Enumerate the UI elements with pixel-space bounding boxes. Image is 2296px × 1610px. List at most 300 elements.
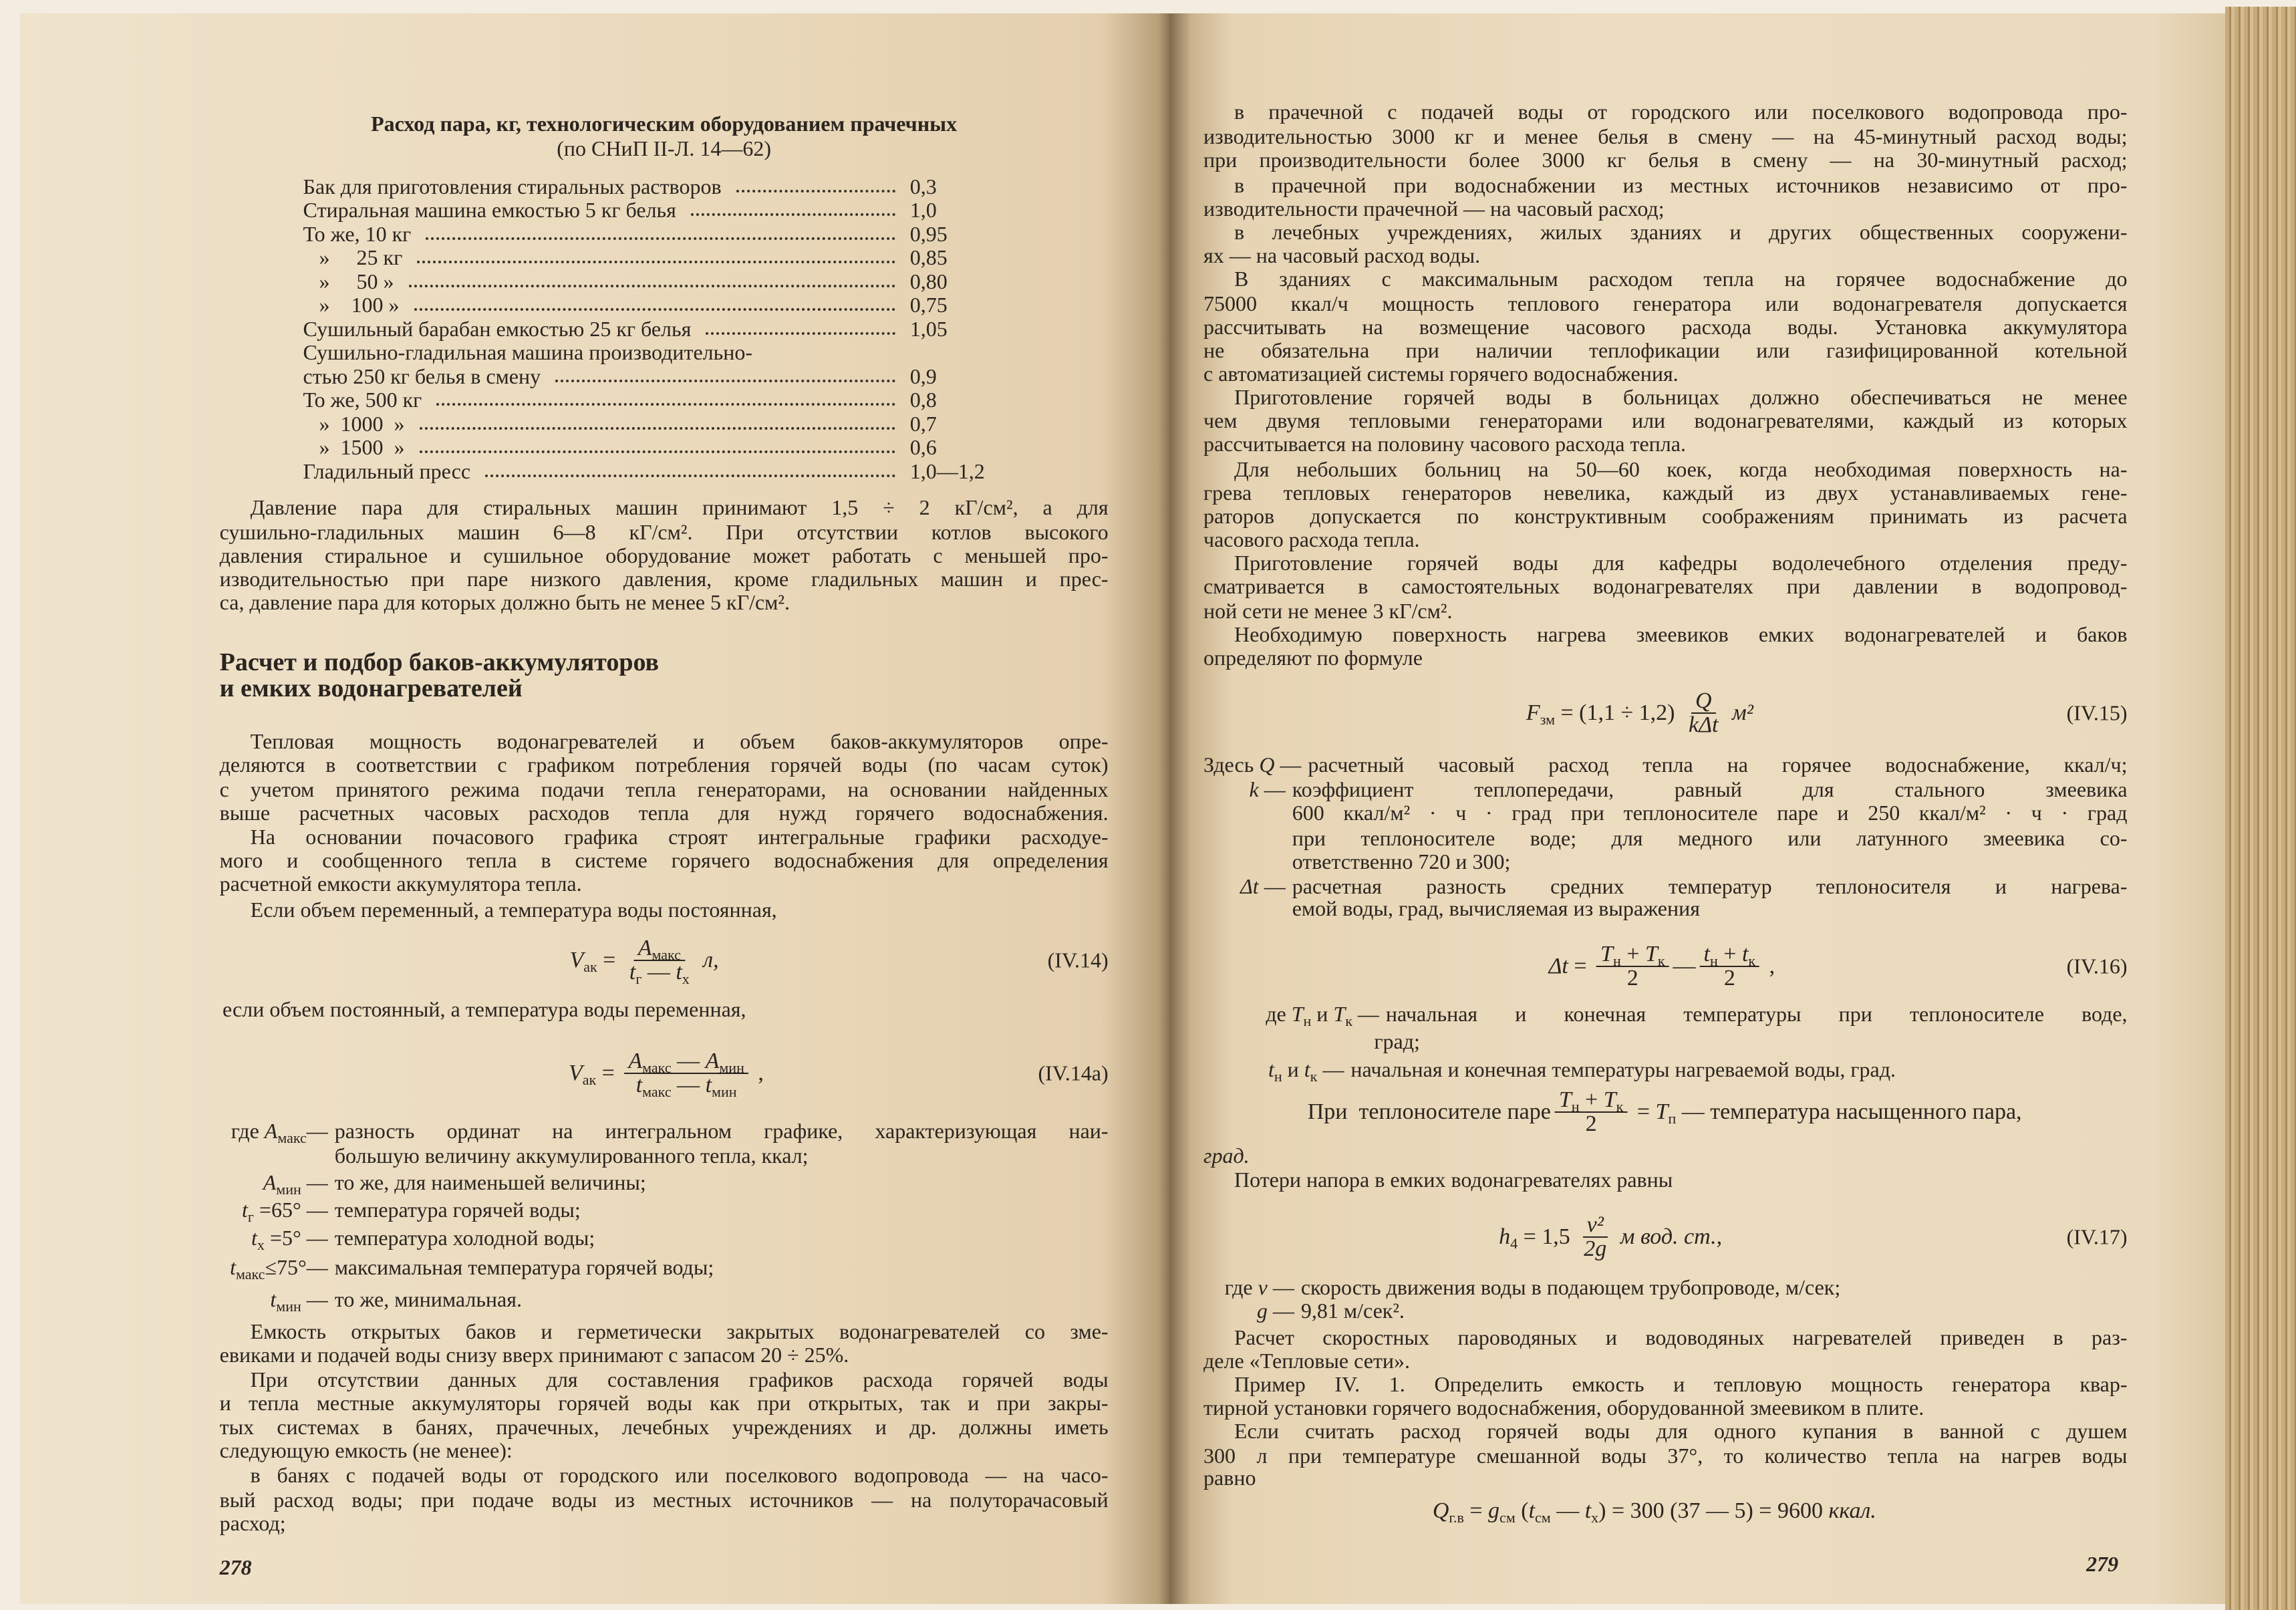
math-text: 2 <box>1723 966 1735 991</box>
math-text: Q <box>1432 1498 1449 1524</box>
math-symbol <box>752 1062 764 1085</box>
math-subscript: н <box>1303 1012 1312 1029</box>
definition-line <box>1203 1001 2128 1029</box>
math-subscript: х <box>682 970 690 988</box>
dot-leader <box>420 450 895 453</box>
table-value: 0,85 <box>909 245 948 270</box>
math-symbol <box>1268 1057 1282 1085</box>
math-symbol <box>1600 942 1621 970</box>
math-text: — <box>1550 1498 1585 1524</box>
table-label: » 25 кг <box>303 245 403 270</box>
text-line: мого и сообщенного тепла в системе горячего водоснабжения для определения <box>219 847 1109 872</box>
formula-iv-15-number: (IV.15) <box>2066 700 2128 725</box>
formula-iv-15 <box>1526 690 1753 736</box>
math-text: = <box>1568 954 1593 979</box>
math-subscript: 4 <box>1510 1235 1518 1252</box>
table-value: 0,80 <box>909 269 948 293</box>
math-text: A <box>263 1170 277 1194</box>
math-text: , <box>1763 954 1775 979</box>
definition-text: 600 ккал/м² · ч · град при теплоносителе паре и 250 ккал/м² · ч · град <box>1292 801 2128 825</box>
math-symbol <box>597 949 621 972</box>
fraction <box>1685 690 1723 736</box>
text-line: деле «Тепловые сети». <box>1203 1348 1410 1373</box>
math-text: = (1,1 ÷ 1,2) <box>1555 700 1681 726</box>
page-number: 278 <box>219 1555 252 1579</box>
definition-symbol <box>187 1287 334 1315</box>
math-text: ) = 300 (37 — 5) = 9600 <box>1598 1498 1829 1524</box>
text-line: рассчитывается на половину часового расхода тепла. <box>1203 432 1686 456</box>
text-line: Емкость открытых баков и герметически закрытых водонагревателей со зме- <box>250 1319 1109 1344</box>
math-text: При теплоносителе паре <box>1307 1099 1551 1125</box>
table-row <box>303 245 1010 269</box>
text-line: давления стиральное и сушильное оборудование может работать с меньшей про- <box>219 543 1109 567</box>
text-line: тых системах в банях, прачечных, лечебных учреждениях и др. должны иметь <box>219 1414 1109 1439</box>
math-text: t <box>251 1225 257 1250</box>
text-line: са, давление пара для которых должно быть не менее 5 кГ/см². <box>219 589 791 614</box>
fraction-denominator <box>1720 967 1739 990</box>
table-row <box>303 364 1010 388</box>
math-symbol <box>1240 874 1259 898</box>
text-line: грева тепловых генераторов невелика, каждый из двух устанавливаемых гене- <box>1203 480 2128 505</box>
math-symbol <box>1308 1101 1551 1123</box>
math-subscript: ак <box>583 958 597 976</box>
math-text: — <box>1673 954 1696 979</box>
definition-line <box>187 1254 1108 1283</box>
math-text: — <box>306 1118 328 1143</box>
text-line: На основании почасового графика строят интегральные графики расходуе- <box>250 824 1109 849</box>
definition-text: то же, минимальная. <box>334 1287 522 1311</box>
math-symbol <box>1203 753 1259 777</box>
math-subscript: г.в <box>1449 1509 1464 1526</box>
math-symbol <box>265 1255 327 1279</box>
math-symbol <box>1259 753 1274 777</box>
page-edges <box>2225 7 2296 1610</box>
table-value: 0,8 <box>909 388 937 412</box>
text-line: Приготовление горячей воды в больницах должно обеспечиваться не менее <box>1234 385 2128 410</box>
math-symbol <box>1548 955 1568 978</box>
fraction-numerator <box>1691 690 1716 714</box>
math-text: A <box>637 936 652 961</box>
definition-text: то же, для наименьшей величины; <box>334 1170 646 1194</box>
table-row <box>303 459 1010 483</box>
formula-iv-14 <box>569 936 719 988</box>
math-text: T <box>1600 942 1613 967</box>
math-text: — <box>1317 1057 1344 1081</box>
text-line: 75000 ккал/ч мощность теплового генератора или водонагревателя допускается <box>1203 291 2128 315</box>
math-symbol <box>1268 1275 1294 1299</box>
text-line: с учетом принятого режима подачи тепла генераторами, на основании найденных <box>219 777 1109 802</box>
math-subscript: к <box>1310 1067 1318 1085</box>
table-label: » 50 » <box>303 269 394 293</box>
definition-line <box>187 1144 1108 1168</box>
text-line: Тепловая мощность водонагревателей и объем баков-аккумуляторов опре- <box>250 729 1109 754</box>
table-row <box>303 435 1010 459</box>
definition-text: максимальная температура горячей воды; <box>334 1254 714 1279</box>
math-symbol <box>641 960 676 984</box>
text-line: с автоматизацией системы горячего водоснабжения. <box>1203 362 1679 386</box>
text-line: при производительности более 3000 кг белья в смену — на 30-минутный расход; <box>1203 148 2128 172</box>
math-text: V <box>569 948 584 973</box>
dot-leader <box>414 308 895 311</box>
fraction-numerator <box>634 936 685 964</box>
math-symbol <box>251 1225 265 1253</box>
math-text: v² <box>1586 1212 1604 1238</box>
formula-iv-14a-number: (IV.14a) <box>1038 1061 1109 1085</box>
definition-symbol <box>187 1118 334 1146</box>
math-text: t <box>270 1287 277 1311</box>
math-subscript: х <box>1591 1509 1599 1526</box>
math-symbol <box>1333 1001 1352 1029</box>
math-symbol <box>1695 688 1712 713</box>
math-symbol <box>1741 942 1756 970</box>
math-symbol <box>629 960 642 988</box>
text-line: Если считать расход горячей воды для одного купания в ванной с душем <box>1234 1419 2128 1444</box>
math-text: де <box>1266 1001 1292 1026</box>
definition-line <box>1203 801 2128 825</box>
math-symbol <box>1528 1498 1551 1526</box>
table-row <box>303 174 1010 198</box>
math-text: — <box>671 1073 706 1097</box>
definition-line <box>1203 1275 2128 1299</box>
math-subscript: н <box>1274 1067 1282 1085</box>
section-heading: и емких водонагревателей <box>219 674 523 703</box>
math-text: F <box>1526 700 1540 726</box>
math-symbol <box>1586 1111 1597 1136</box>
text-line: выше расчетных часовых расходов тепла для нужд горячего водоснабжения. <box>219 801 1109 825</box>
math-text: =65° — <box>253 1198 328 1222</box>
fraction <box>1555 1089 1628 1135</box>
text-line: 300 л при температуре смешанной воды 37°, то количество тепла на нагрев воды <box>1203 1444 2128 1468</box>
fraction-numerator <box>1700 942 1760 970</box>
definition-symbol <box>1203 826 1292 850</box>
math-subscript: г <box>635 970 642 988</box>
math-symbol <box>1432 1498 1464 1526</box>
math-symbol <box>1718 942 1742 966</box>
text-line: При отсутствии данных для составления графиков расхода горячей воды <box>250 1367 1109 1392</box>
formula-hot-water-heat <box>1432 1498 1876 1526</box>
math-text: 2g <box>1584 1236 1607 1262</box>
text-line: Приготовление горячей воды для кафедры водолечебного отделения преду- <box>1234 550 2128 575</box>
math-text: + <box>1579 1087 1604 1113</box>
page-number: 279 <box>2086 1552 2119 1577</box>
math-subscript: г <box>247 1208 254 1226</box>
math-symbol <box>596 1062 620 1085</box>
math-text: T <box>1644 942 1658 967</box>
definition-text: температура горячей воды; <box>334 1198 581 1222</box>
math-subscript: п <box>1668 1110 1677 1127</box>
steam-temperature-line <box>1308 1089 2022 1135</box>
text-line: ях — на часовый расход воды. <box>1203 243 1481 267</box>
math-symbol <box>1499 1224 1518 1252</box>
math-text: A <box>705 1049 720 1073</box>
math-symbol <box>1726 702 1753 724</box>
text-line: деляются в соответствии с графиком потребления горячей воды (по часам суток) <box>219 753 1109 777</box>
table-value: 0,3 <box>909 174 937 198</box>
math-subscript: макс <box>652 946 681 964</box>
math-symbol <box>301 1287 328 1311</box>
math-text: t <box>676 960 682 985</box>
definition-symbol <box>1203 896 1292 920</box>
math-symbol <box>1689 712 1719 737</box>
fraction-denominator <box>632 1073 741 1100</box>
math-text: T <box>1333 1001 1346 1026</box>
fraction-denominator <box>1623 967 1642 990</box>
math-symbol <box>1587 1212 1604 1237</box>
text-line: равно <box>1203 1466 1256 1490</box>
text-line: следующую емкость (не менее): <box>219 1438 513 1462</box>
math-subscript: н <box>1710 952 1718 970</box>
definition-text: большую величину аккумулированного тепла, ккал; <box>334 1144 809 1168</box>
fraction-denominator <box>625 960 694 988</box>
math-text: — <box>1274 753 1302 777</box>
dot-leader <box>736 190 895 192</box>
text-line: сушильно-гладильных машин 6—8 кГ/см². При отсутствии котлов высокого <box>219 519 1109 544</box>
math-symbol <box>230 1254 265 1283</box>
math-text: — <box>1258 777 1286 802</box>
math-subscript: к <box>1748 952 1756 970</box>
math-symbol <box>1464 1500 1488 1522</box>
table-row <box>303 222 1010 246</box>
math-text: + <box>1620 942 1645 967</box>
math-symbol <box>628 1049 672 1076</box>
math-text: — <box>671 1049 706 1073</box>
text-line: рассчитывать на возмещение часового расхода воды. Установка аккумулятора <box>1203 315 2128 340</box>
definition-text: скорость движения воды в подающем трубопроводе, м/сек; <box>1300 1275 1841 1300</box>
dot-leader <box>555 380 895 382</box>
math-text: t <box>1703 942 1710 967</box>
fraction <box>1580 1214 1610 1260</box>
math-symbol <box>568 1061 597 1088</box>
table-row <box>303 198 1010 222</box>
text-line: Потери напора в емких водонагревателях равны <box>1234 1168 1673 1192</box>
table-label: Гладильный пресс <box>303 458 471 483</box>
math-text: и <box>1311 1001 1334 1026</box>
math-subscript: к <box>1657 952 1665 970</box>
math-subscript: н <box>1571 1098 1580 1115</box>
text-line: Пример IV. 1. Определить емкость и тепловую мощность генератора квар- <box>1234 1371 2128 1396</box>
math-symbol <box>672 1049 706 1073</box>
math-text: t <box>635 1073 643 1097</box>
math-subscript: х <box>257 1236 265 1253</box>
math-text: ≤75°— <box>265 1254 328 1279</box>
math-text: t <box>1304 1057 1310 1081</box>
math-text: t <box>230 1254 236 1279</box>
definition-line <box>187 1170 1108 1198</box>
fraction-numerator <box>624 1050 748 1074</box>
math-text: , <box>752 1061 764 1085</box>
definition-text: ответственно 720 и 300; <box>1292 849 1511 874</box>
math-text: + <box>1717 942 1742 967</box>
math-symbol <box>1488 1498 1516 1526</box>
section-heading: Расчет и подбор баков-аккумуляторов <box>219 648 660 676</box>
math-text: g <box>1256 1299 1268 1323</box>
text-line: в прачечной при водоснабжении из местных источников независимо от про- <box>1234 172 2128 197</box>
math-text: T <box>1291 1001 1304 1026</box>
math-subscript: макс <box>642 1083 672 1100</box>
math-symbol <box>1526 700 1556 728</box>
math-subscript: н <box>1612 952 1621 970</box>
math-text: t <box>1528 1498 1536 1524</box>
math-text: t <box>1268 1057 1274 1081</box>
dot-leader <box>420 427 895 430</box>
math-symbol <box>635 1073 672 1100</box>
text-line: Для небольших больниц на 50—60 коек, когда необходимая поверхность на- <box>1234 456 2128 481</box>
text-line: часового расхода тепла. <box>1203 527 1420 551</box>
math-symbol <box>1291 1001 1312 1029</box>
definition-text: расчетная разность средних температур теплоносителя и нагрева- <box>1292 874 2128 899</box>
math-symbol <box>1627 966 1638 990</box>
math-symbol <box>307 1119 328 1143</box>
math-symbol <box>231 1119 265 1143</box>
math-symbol <box>676 960 690 988</box>
definition-symbol <box>1203 753 1308 777</box>
math-symbol <box>1580 1087 1604 1112</box>
formula-iv-17-number: (IV.17) <box>2066 1224 2128 1249</box>
definition-line <box>1203 1057 2128 1085</box>
math-text: =5° — <box>264 1225 328 1250</box>
text-line: тирной установки горячего водоснабжения, оборудованной змеевиком в плите. <box>1203 1395 1924 1420</box>
fraction-numerator <box>1583 1214 1608 1238</box>
table-label: » 1500 » <box>303 435 405 460</box>
text-line: ной сети не менее 3 кГ/см². <box>1203 599 1453 624</box>
math-symbol <box>1259 874 1286 898</box>
table-label: » 100 » <box>303 293 400 317</box>
math-symbol <box>1828 1500 1876 1522</box>
math-symbol <box>270 1287 301 1315</box>
definition-text: начальная и конечная температуры при теплоносителе воде, <box>1385 1001 2128 1026</box>
math-text: t <box>705 1073 712 1097</box>
math-symbol <box>1266 1002 1291 1026</box>
math-symbol <box>1603 1087 1624 1115</box>
math-text: A <box>628 1049 643 1073</box>
table-label: Сушильно-гладильная машина производительно- <box>303 340 752 365</box>
math-subscript: ак <box>582 1071 597 1088</box>
math-text: = <box>1631 1099 1656 1125</box>
math-text: 2 <box>1626 966 1638 991</box>
math-text: ( <box>1515 1498 1529 1524</box>
math-text: t <box>242 1198 248 1222</box>
fraction-denominator <box>1685 714 1723 736</box>
text-line: чем двумя тепловыми генераторами или водонагревателями, каждый из которых <box>1203 408 2128 433</box>
text-line: не обязательна при наличии теплофикации или газифицированной котельной <box>1203 338 2128 363</box>
table-title: Расход пара, кг, технологическим оборудованием прачечных <box>371 111 958 136</box>
text-line: вый расход воды; при подаче воды из местных источников — на полуторачасовый <box>219 1488 1109 1512</box>
math-text: Здесь <box>1203 753 1260 777</box>
math-symbol <box>1598 1500 1828 1522</box>
math-symbol <box>1644 942 1665 970</box>
text-line: Расчет скоростных пароводяных и водоводяных нагревателей приведен в раз- <box>1234 1325 2128 1349</box>
text-line: определяют по формуле <box>1203 646 1423 670</box>
math-subscript: к <box>1616 1098 1624 1115</box>
table-label: То же, 500 кг <box>303 388 422 412</box>
math-subscript: к <box>1345 1012 1352 1029</box>
table-value: 1,0 <box>909 198 937 223</box>
text-line: и тепла местные аккумуляторы горячей воды как при открытых, так и при закры- <box>219 1391 1109 1416</box>
definition-line <box>1203 849 2128 874</box>
math-symbol <box>637 936 681 964</box>
math-subscript: мин <box>276 1180 301 1198</box>
text-line: раторов допускается по конструктивным соображениям принимать из расчета <box>1203 503 2128 528</box>
math-symbol <box>1655 1099 1677 1127</box>
math-symbol <box>1282 1057 1304 1081</box>
text-line: в прачечной с подачей воды от городского или поселкового водопровода про- <box>1234 99 2128 124</box>
text-line: сматривается в самостоятельных водонагревателях при давлении в водопровод- <box>1203 573 2128 598</box>
table-label: Стиральная машина емкостью 5 кг белья <box>303 198 676 223</box>
math-symbol <box>1703 942 1718 970</box>
math-subscript: макс <box>642 1059 672 1076</box>
math-subscript: макс <box>235 1265 265 1283</box>
formula-iv-17 <box>1499 1214 1722 1260</box>
definition-symbol <box>187 1225 334 1253</box>
definition-line <box>1203 1299 2128 1323</box>
definition-symbol <box>1203 849 1292 874</box>
definition-text: при теплоносителе воде; для медного или латунного змеевика со- <box>1292 825 2128 850</box>
math-text: ккал. <box>1828 1498 1876 1524</box>
definition-symbol <box>1203 1029 1374 1053</box>
math-symbol <box>1257 1299 1268 1323</box>
math-text: — <box>1352 1001 1379 1026</box>
math-text: м вод. ст., <box>1614 1224 1723 1250</box>
math-text: Q <box>1259 753 1275 777</box>
math-symbol <box>264 1118 307 1146</box>
math-text: t <box>1584 1498 1592 1524</box>
definition-line <box>1203 1029 2128 1053</box>
math-symbol <box>254 1198 328 1222</box>
math-symbol <box>705 1049 744 1076</box>
math-subscript: см <box>1535 1509 1551 1526</box>
definition-symbol <box>187 1144 334 1168</box>
math-symbol <box>698 949 719 972</box>
dot-leader <box>426 237 895 240</box>
math-symbol <box>301 1170 328 1194</box>
math-symbol <box>1258 1275 1268 1299</box>
math-symbol <box>1673 955 1696 978</box>
math-text: = 1,5 <box>1518 1224 1576 1250</box>
math-symbol <box>265 1226 328 1250</box>
table-label: » 1000 » <box>303 411 405 436</box>
math-text: t <box>629 960 636 985</box>
text-line: евиками и подачей воды снизу вверх принимают с запасом 20 ÷ 25%. <box>219 1343 849 1367</box>
math-text: Δt <box>1240 874 1259 899</box>
fraction-denominator <box>1580 1238 1610 1260</box>
math-symbol <box>1558 1087 1580 1115</box>
math-text: T <box>1655 1099 1669 1125</box>
formula-iv-16 <box>1548 943 1775 990</box>
math-symbol <box>1551 1500 1585 1522</box>
table-subtitle: (по СНиП II-Л. 14—62) <box>557 136 771 160</box>
math-text: — <box>1258 874 1286 899</box>
math-symbol <box>1225 1275 1258 1299</box>
definition-text: разность ординат на интегральном графике, характеризующая наи- <box>334 1118 1109 1143</box>
text-line: В зданиях с максимальным расходом тепла на горячее водоснабжение до <box>1234 266 2128 291</box>
dot-leader <box>485 475 895 477</box>
definition-line <box>187 1198 1108 1226</box>
fraction <box>1596 943 1669 990</box>
math-text: T <box>1558 1087 1572 1113</box>
definition-text: град; <box>1374 1029 1420 1054</box>
dot-leader <box>691 213 895 216</box>
math-symbol <box>1304 1057 1318 1085</box>
table-label: Бак для приготовления стиральных растворов <box>303 174 722 198</box>
math-symbol <box>1516 1500 1529 1522</box>
definition-text: емой воды, град, вычисляемая из выражения <box>1292 896 1700 920</box>
definition-line <box>187 1118 1109 1146</box>
math-text: V <box>568 1061 583 1085</box>
math-text: — <box>301 1170 328 1194</box>
formula-iv-16-number: (IV.16) <box>2066 954 2128 978</box>
definition-symbol <box>1203 1057 1350 1085</box>
table-value: 0,9 <box>909 364 937 388</box>
